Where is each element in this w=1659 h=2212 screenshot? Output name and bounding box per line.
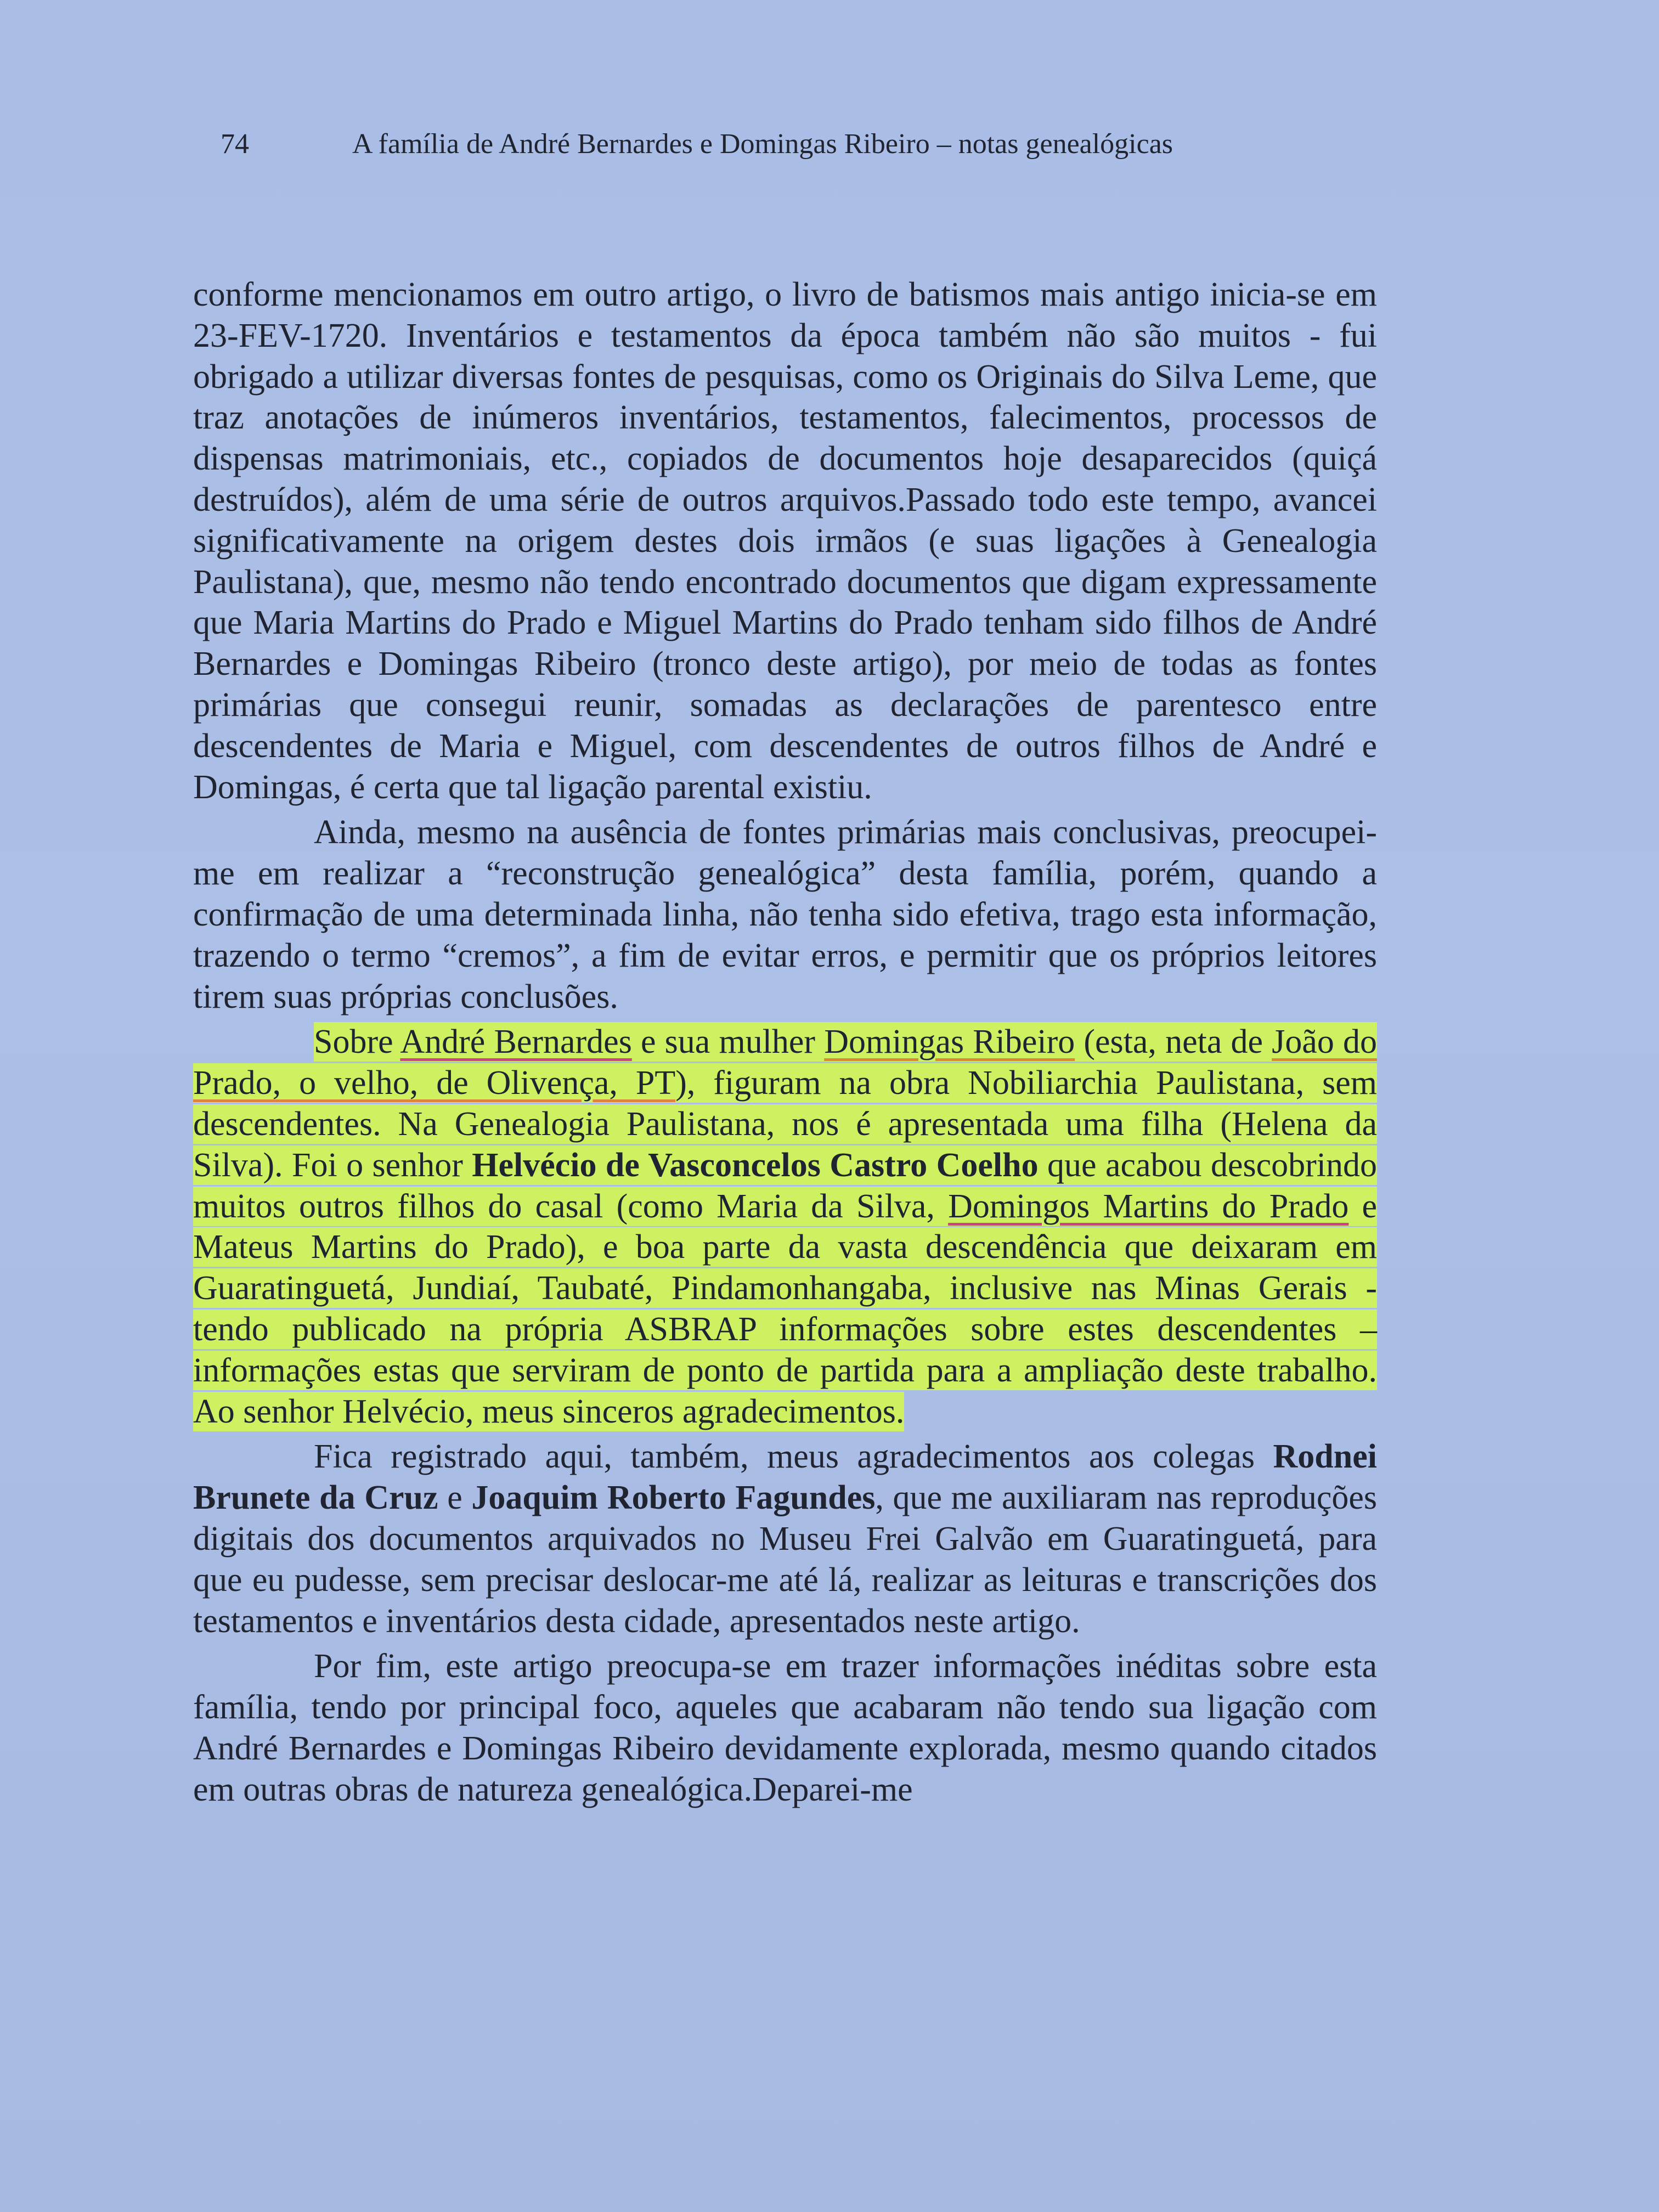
paragraph-5: Por fim, este artigo preocupa-se em trazer informações inéditas sobre esta família, tendo por principal foco, aqueles que acabaram não tendo sua ligação com André Bernardes e Domingas Ribeiro devidamente explorada, mesmo quando citados em outras obras de natureza genealógica.Deparei-me [193,1647,1377,1808]
body-text [193,274,1377,1814]
paragraph-1: conforme mencionamos em outro artigo, o livro de batismos mais antigo inicia-se em 23-FEV-1720. Inventários e testamentos da época também não são muitos - fui obrigado a utilizar diversas fontes de pesquisas, como os Originais do Silva Leme, que traz anotações de inúmeros inventários, testamentos, falecimentos, processos de dispensas matrimoniais, etc., copiados de documentos hoje desaparecidos (quiçá destruídos), além de uma série de outros arquivos.Passado todo este tempo, avancei significativamente na origem destes dois irmãos (e suas ligações à Genealogia Paulistana), que, mesmo não tendo encontrado documentos que digam expressamente que Maria Martins do Prado e Miguel Martins do Prado tenham sido filhos de André Bernardes e Domingas Ribeiro (tronco deste artigo), por meio de todas as fontes primárias que consegui reunir, somadas as declarações de parentesco entre descendentes de Maria e Miguel, com descendentes de outros filhos de André e Domingas, é certa que tal ligação parental existiu. [193,276,1377,806]
underlined-name-domingos: Domingos Martins do Prado [948,1187,1349,1225]
underlined-name-joao: João do Prado, o velho, de Olivença, PT [193,1023,1377,1102]
underlined-name-domingas: Domingas Ribeiro [824,1023,1075,1061]
bold-name-joaquim: Joaquim Roberto Fagundes [471,1479,876,1517]
page-number: 74 [221,128,249,160]
highlighted-passage: Sobre André Bernardes e sua mulher Domingas Ribeiro (esta, neta de João do Prado, o velho, de Olivença, PT), figuram na obra Nobiliarchia Paulistana, sem descendentes. Na Genealogia Paulistana, nos é apresentada uma filha (Helena da Silva). Foi o senhor Helvécio de Vasconcelos Castro Coelho que acabou descobrindo muitos outros filhos do casal (como Maria da Silva, Domingos Martins do Prado e Mateus Martins do Prado), e boa parte da vasta descendência que deixaram em Guaratinguetá, Jundiaí, Taubaté, Pindamonhangaba, inclusive nas Minas Gerais - tendo publicado na própria ASBRAP informações sobre estes descendentes – informações estas que serviram de ponto de partida para a ampliação deste trabalho. Ao senhor Helvécio, meus sinceros agradecimentos. [193,1023,1378,1430]
running-title: A família de André Bernardes e Domingas Ribeiro – notas genealógicas [352,128,1173,160]
paragraph-4: Fica registrado aqui, também, meus agradecimentos aos colegas Rodnei Brunete da Cruz e Joaquim Roberto Fagundes, que me auxiliaram nas reproduções digitais dos documentos arquivados no Museu Frei Galvão em Guaratinguetá, para que eu pudesse, sem precisar deslocar-me até lá, realizar as leituras e transcrições dos testamentos e inventários desta cidade, apresentados neste artigo. [193,1438,1377,1640]
running-header [221,125,1427,163]
underlined-name-andre: André Bernardes [400,1023,632,1061]
paragraph-3-highlighted [193,1022,1377,1432]
bold-name-rodnei: Rodnei Brunete da Cruz [193,1438,1377,1517]
paragraph-2: Ainda, mesmo na ausência de fontes primárias mais conclusivas, preocupei-me em realizar a “reconstrução genealógica” desta família, porém, quando a confirmação de uma determinada linha, não tenha sido efetiva, trago esta informação, trazendo o termo “cremos”, a fim de evitar erros, e permitir que os próprios leitores tirem suas próprias conclusões. [193,814,1377,1015]
bold-name-helvecio: Helvécio de Vasconcelos Castro Coelho [472,1146,1039,1184]
